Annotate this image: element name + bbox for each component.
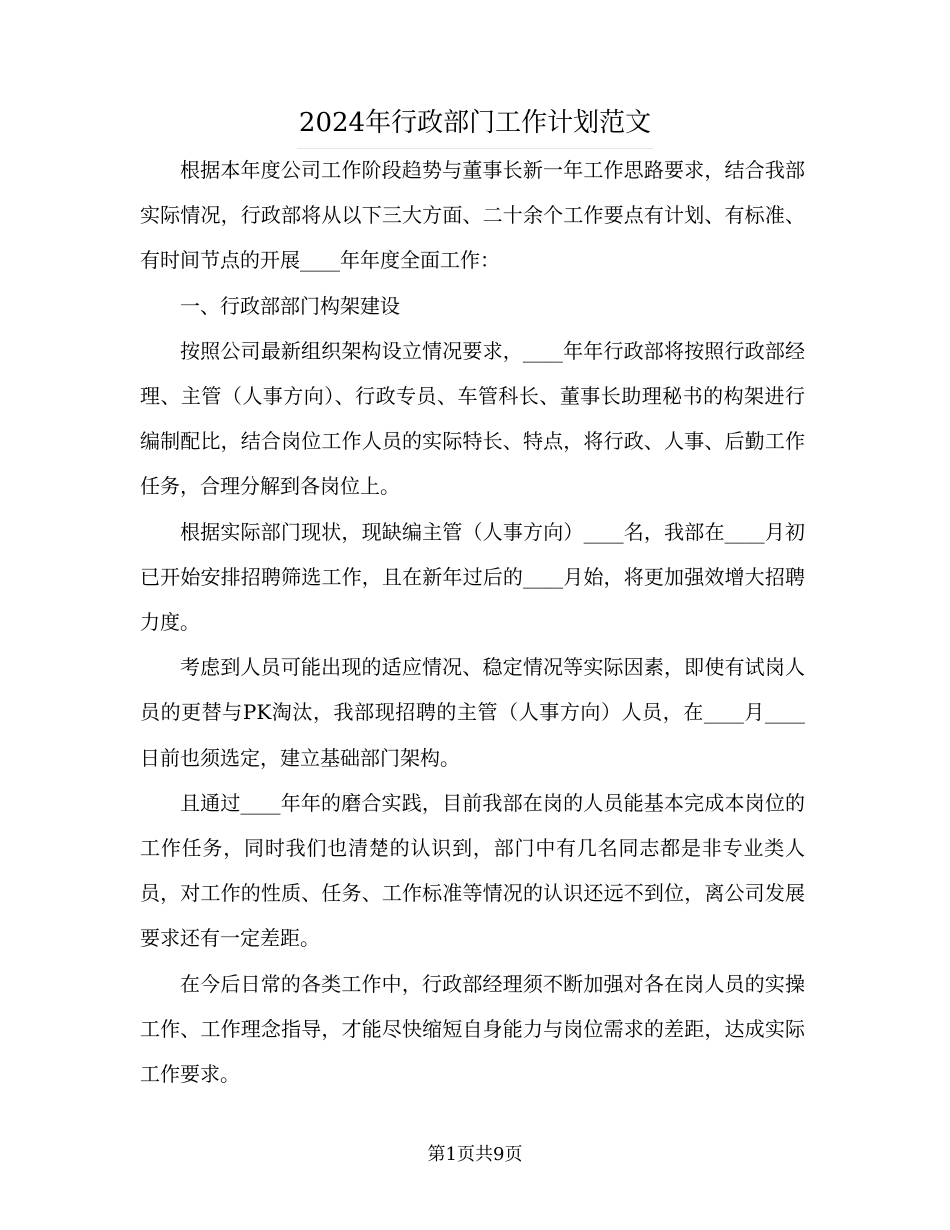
- paragraph-vacancy: 根据实际部门现状，现缺编主管（人事方向）____名，我部在____月初已开始安排招聘筛选工作，且在新年过后的____月始，将更加强效增大招聘力度。: [140, 519, 805, 635]
- document-body: [140, 148, 805, 1097]
- paragraph-recruitment: 考虑到人员可能出现的适应情况、稳定情况等实际因素，即使有试岗人员的更替与PK淘汰，我部现招聘的主管（人事方向）人员，在____月____日前也须选定，建立基础部门架构。: [140, 655, 805, 770]
- document-title: [0, 98, 950, 149]
- paragraph-structure: 按照公司最新组织架构设立情况要求，____年年行政部将按照行政部经理、主管（人事方向）、行政专员、车管科长、董事长助理秘书的构架进行编制配比，结合岗位工作人员的实际特长、特点，将行政、人事、后勤工作任务，合理分解到各岗位上。: [140, 338, 805, 499]
- paragraph-guidance: 在今后日常的各类工作中，行政部经理须不断加强对各在岗人员的实操工作、工作理念指导，才能尽快缩短自身能力与岗位需求的差距，达成实际工作要求。: [140, 971, 805, 1087]
- paragraph-intro: 根据本年度公司工作阶段趋势与董事长新一年工作思路要求，结合我部实际情况，行政部将从以下三大方面、二十余个工作要点有计划、有标准、有时间节点的开展____年年度全面工作：: [140, 158, 805, 273]
- paragraph-practice: 且通过____年年的磨合实践，目前我部在岗的人员能基本完成本岗位的工作任务，同时我们也清楚的认识到，部门中有几名同志都是非专业类人员，对工作的性质、任务、工作标准等情况的认识还远不到位，离公司发展要求还有一定差距。: [140, 790, 805, 951]
- page-number: 第1页共9页: [427, 1144, 523, 1165]
- document-title-text: 2024年行政部门工作计划范文: [297, 98, 653, 149]
- section-heading-1: 一、行政部部门构架建设: [180, 293, 400, 318]
